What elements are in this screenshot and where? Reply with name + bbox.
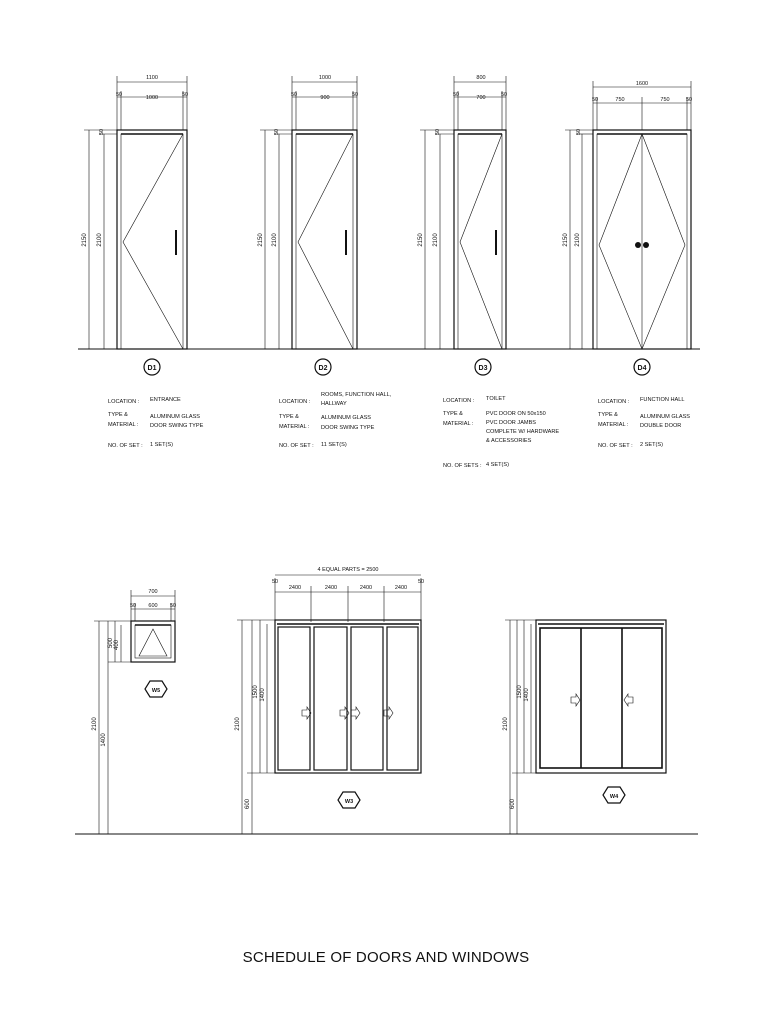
d2-door-height: 2100 <box>272 233 278 247</box>
d3-type-3: COMPLETE W/ HARDWARE <box>486 429 560 435</box>
d1-clear-width: 1000 <box>145 95 159 101</box>
d4-location-label: LOCATION : <box>598 399 630 405</box>
door-d1 <box>82 75 204 449</box>
d4-type-2: DOUBLE DOOR <box>640 423 682 429</box>
d1-top: 50 <box>99 128 105 136</box>
w4-overall-height: 1500 <box>517 685 523 699</box>
d4-tag: D4 <box>637 365 647 372</box>
door-d3 <box>418 75 559 469</box>
d4-sets-label: NO. OF SET : <box>598 443 633 449</box>
d2-clear-width: 900 <box>320 95 330 101</box>
d4-location: FUNCTION HALL <box>640 397 685 403</box>
w3-side-right: 50 <box>417 579 425 585</box>
d2-side-left: 50 <box>290 92 298 98</box>
d3-clear-width: 700 <box>476 95 486 101</box>
d4-type-1: ALUMINUM GLASS <box>640 414 691 420</box>
d2-type-label-2: MATERIAL : <box>279 424 310 430</box>
d3-overall-width: 800 <box>476 75 486 81</box>
d3-type-4: & ACCESSORIES <box>486 438 532 444</box>
d3-top: 50 <box>435 128 441 136</box>
d3-location-label: LOCATION : <box>443 398 475 404</box>
w5-overall-width: 700 <box>148 589 158 595</box>
w3-sill-height: 600 <box>245 798 251 810</box>
w4-total-height: 2100 <box>503 717 509 731</box>
window-w4 <box>503 620 666 834</box>
d4-leaf-right: 750 <box>660 97 670 103</box>
d4-type-label-1: TYPE & <box>598 412 618 418</box>
d1-tag: D1 <box>147 365 157 372</box>
d4-leaf-left: 750 <box>615 97 625 103</box>
d4-type-label-2: MATERIAL : <box>598 422 629 428</box>
d3-side-left: 50 <box>452 92 460 98</box>
d3-sets: 4 SET(S) <box>486 462 510 468</box>
d1-type-label-2: MATERIAL : <box>108 422 139 428</box>
w3-note: 4 EQUAL PARTS = 2500 <box>317 567 379 573</box>
d3-tag: D3 <box>478 365 488 372</box>
d3-type-1: PVC DOOR ON 50x150 <box>486 411 546 417</box>
d2-tag: D2 <box>318 365 328 372</box>
d4-overall-width: 1600 <box>635 81 649 87</box>
w5-tag: W5 <box>151 688 161 694</box>
w3-panel-3: 2400 <box>359 585 373 591</box>
d2-location-2: HALLWAY <box>321 401 347 407</box>
d2-sets-label: NO. OF SET : <box>279 443 314 449</box>
d2-type-1: ALUMINUM GLASS <box>321 415 372 421</box>
d1-location-label: LOCATION : <box>108 399 140 405</box>
d2-location-1: ROOMS, FUNCTION HALL, <box>321 392 392 398</box>
w5-side-right: 50 <box>169 603 177 609</box>
d2-sets: 11 SET(S) <box>321 442 347 448</box>
d2-type-2: DOOR SWING TYPE <box>321 425 375 431</box>
w4-tag: W4 <box>609 794 619 800</box>
d3-door-height: 2100 <box>433 233 439 247</box>
w3-overall-height: 1500 <box>253 685 259 699</box>
d3-type-2: PVC DOOR JAMBS <box>486 420 537 426</box>
w5-overall-height: 500 <box>108 637 114 649</box>
window-w5 <box>92 589 176 834</box>
d4-top: 50 <box>576 128 582 136</box>
w4-sill-height: 600 <box>510 798 516 810</box>
d4-sets: 2 SET(S) <box>640 442 664 448</box>
d4-side-left: 50 <box>591 97 599 103</box>
w5-total-height: 2100 <box>92 717 98 731</box>
d4-overall-height: 2150 <box>563 233 569 247</box>
d1-overall-height: 2150 <box>82 233 88 247</box>
window-w3 <box>235 567 424 834</box>
w3-total-height: 2100 <box>235 717 241 731</box>
d4-door-height: 2100 <box>575 233 581 247</box>
w5-sill-height: 1400 <box>101 733 107 747</box>
door-d4 <box>563 81 692 449</box>
d3-type-label-2: MATERIAL : <box>443 421 474 427</box>
d3-type-label-1: TYPE & <box>443 411 463 417</box>
w3-window-height: 1400 <box>260 688 266 702</box>
d3-overall-height: 2150 <box>418 233 424 247</box>
d1-side-right: 50 <box>181 92 189 98</box>
door-d2 <box>258 75 392 449</box>
d1-type-1: ALUMINUM GLASS <box>150 414 201 420</box>
d2-top: 50 <box>274 128 280 136</box>
w5-window-height: 400 <box>114 639 120 651</box>
w4-window-height: 1400 <box>524 688 530 702</box>
w3-panel-2: 2400 <box>324 585 338 591</box>
d1-door-height: 2100 <box>97 233 103 247</box>
d2-type-label-1: TYPE & <box>279 414 299 420</box>
d1-sets: 1 SET(S) <box>150 442 174 448</box>
d2-side-right: 50 <box>351 92 359 98</box>
w3-side-left: 50 <box>271 579 279 585</box>
d2-overall-height: 2150 <box>258 233 264 247</box>
w5-clear-width: 600 <box>148 603 158 609</box>
d1-overall-width: 1100 <box>146 75 158 81</box>
d3-sets-label: NO. OF SETS : <box>443 463 482 469</box>
w3-panel-4: 2400 <box>394 585 408 591</box>
sheet-title: SCHEDULE OF DOORS AND WINDOWS <box>242 949 530 966</box>
w5-side-left: 50 <box>129 603 137 609</box>
d1-location: ENTRANCE <box>150 397 181 403</box>
d2-location-label: LOCATION : <box>279 399 311 405</box>
d3-location: TOILET <box>486 396 506 402</box>
d1-sets-label: NO. OF SET : <box>108 443 143 449</box>
d1-type-label-1: TYPE & <box>108 412 128 418</box>
d4-side-right: 50 <box>685 97 693 103</box>
d1-type-2: DOOR SWING TYPE <box>150 423 204 429</box>
w3-panel-1: 2400 <box>288 585 302 591</box>
d3-side-right: 50 <box>500 92 508 98</box>
w3-tag: W3 <box>344 799 354 805</box>
d1-side-left: 50 <box>115 92 123 98</box>
d2-overall-width: 1000 <box>318 75 332 81</box>
